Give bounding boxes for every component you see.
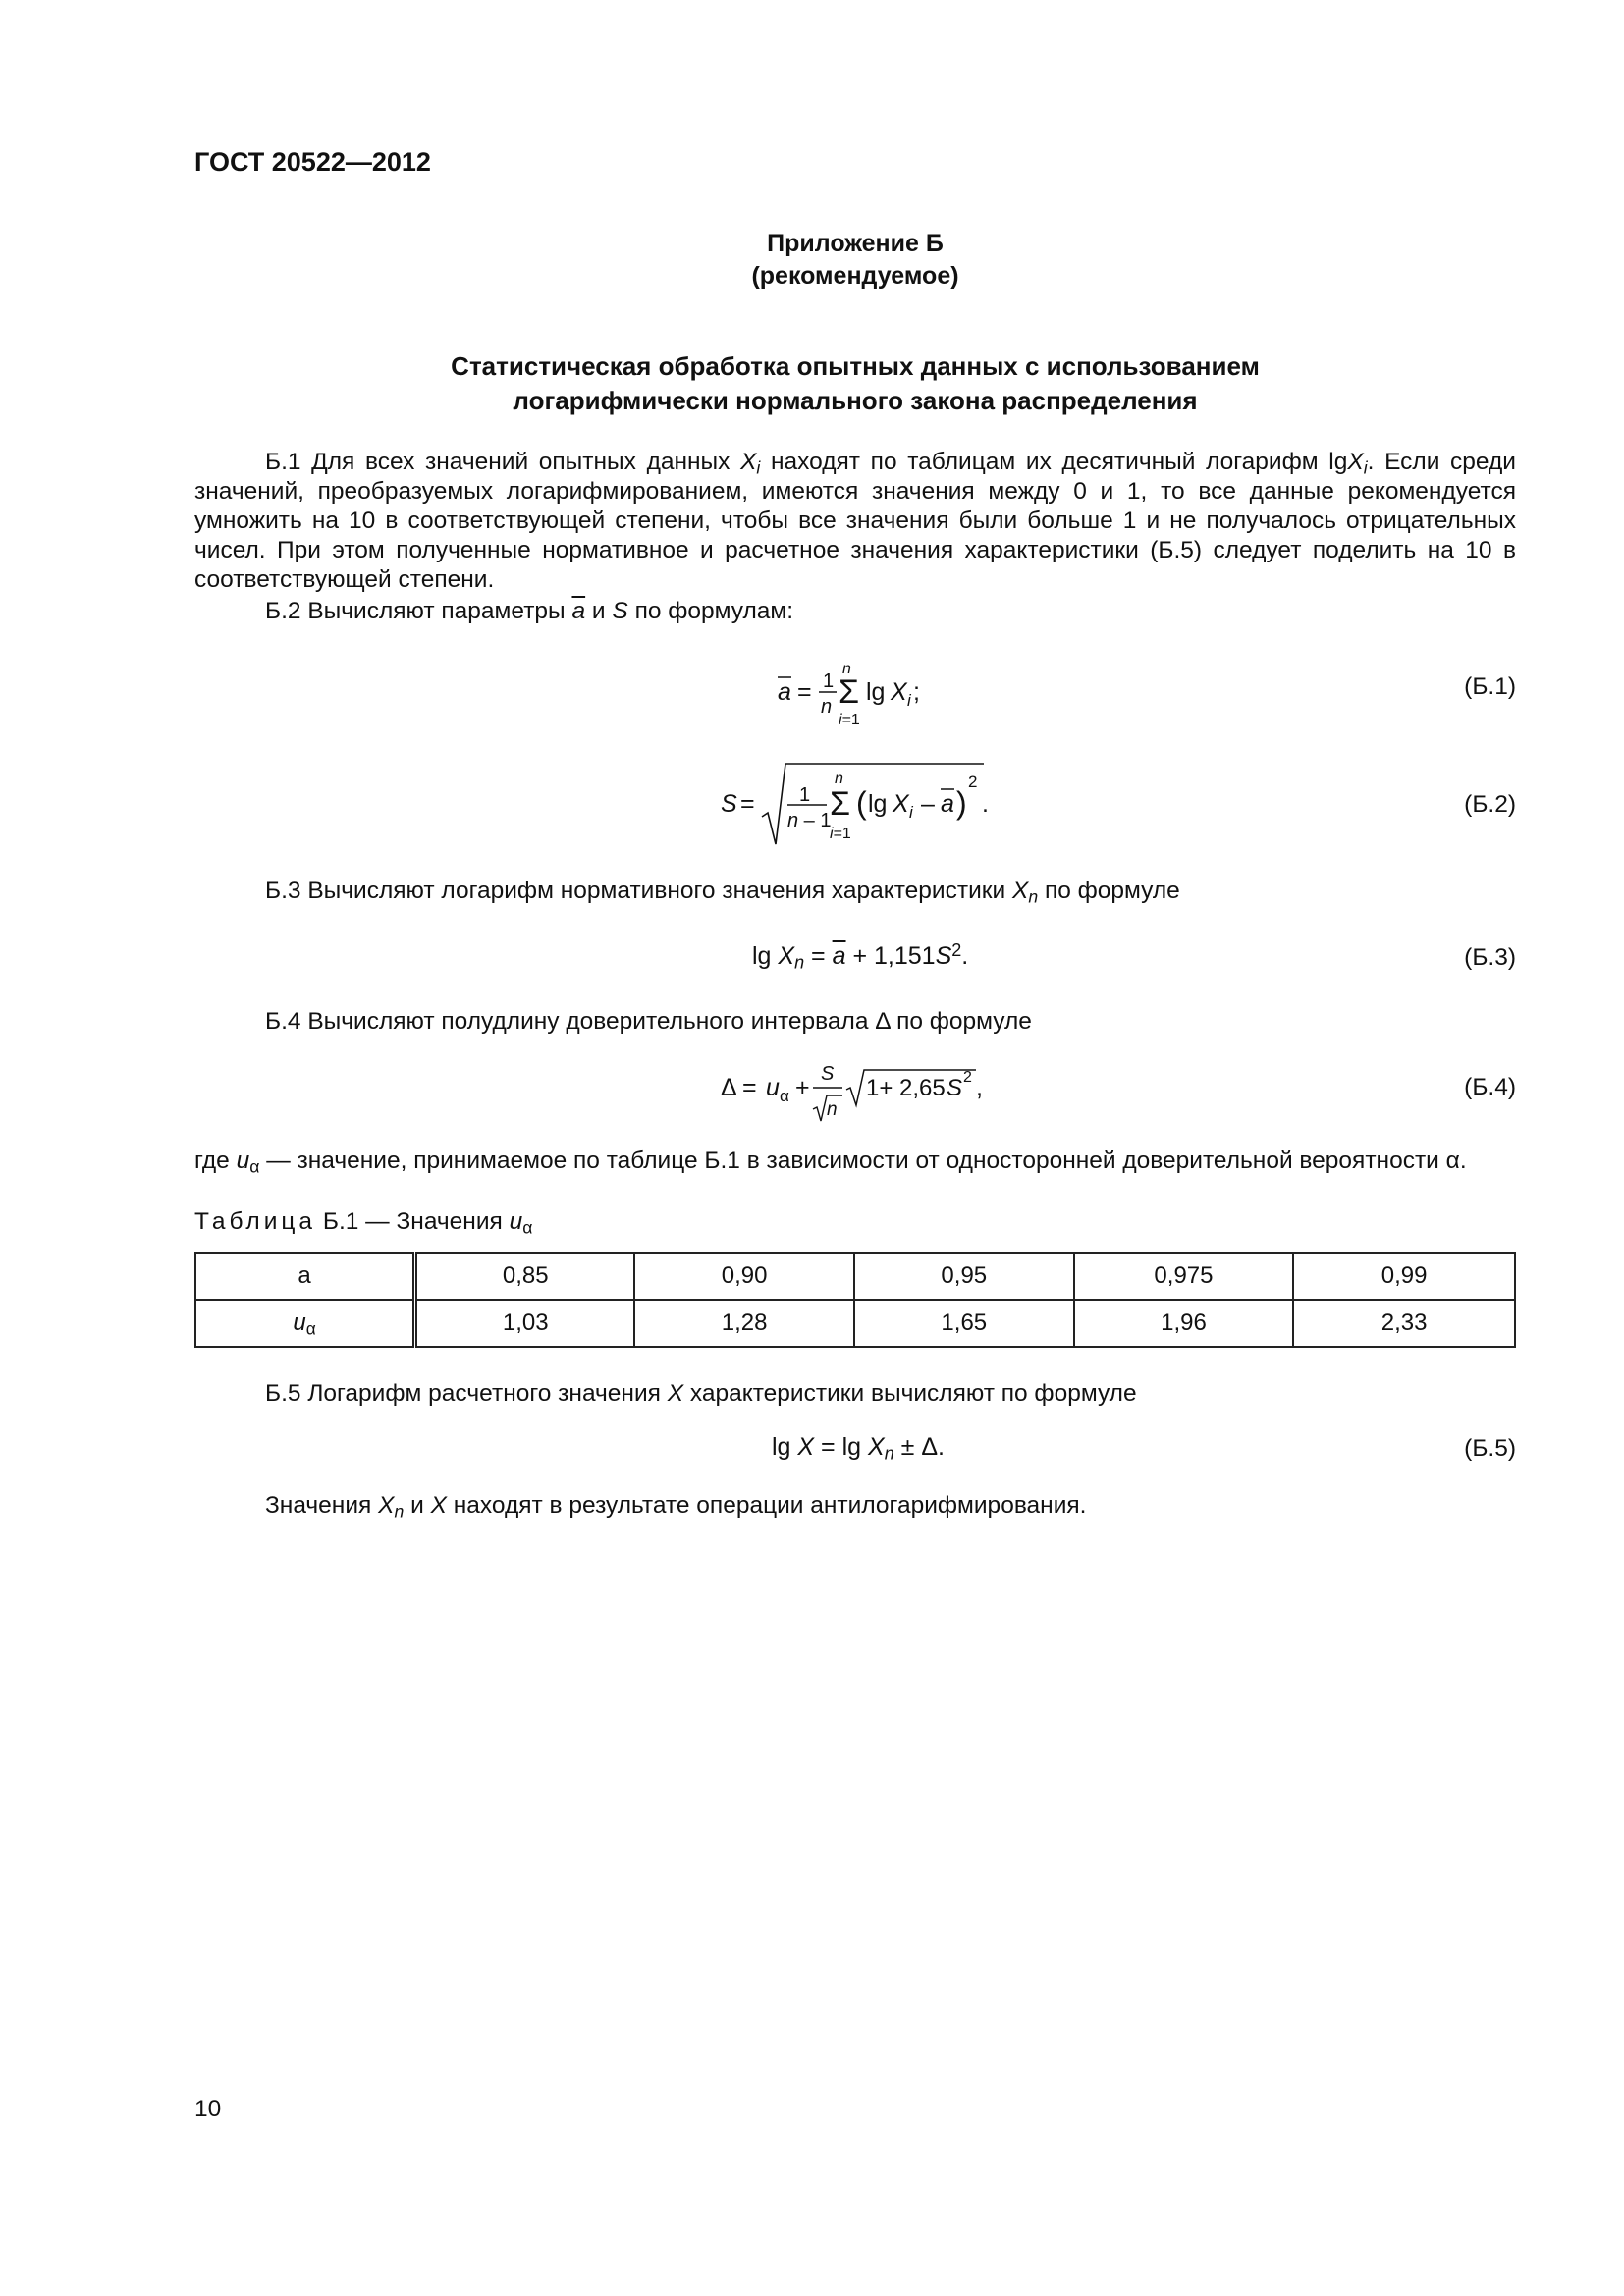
svg-text:Σ: Σ [839, 673, 860, 711]
table-cell: 0,85 [415, 1253, 635, 1300]
svg-text:n – 1: n – 1 [787, 810, 832, 831]
formula-b2-svg [719, 758, 1003, 852]
table-row-alpha [195, 1253, 1515, 1300]
svg-text:X: X [893, 790, 909, 818]
svg-text:2: 2 [963, 1069, 972, 1086]
svg-text:S: S [947, 1075, 963, 1101]
svg-text:α: α [780, 1087, 789, 1105]
final-text-2: и [404, 1492, 431, 1519]
svg-text:2: 2 [968, 773, 978, 791]
svg-text:1: 1 [799, 784, 811, 806]
b2-text-1: Б.2 Вычисляют параметры [265, 598, 572, 624]
table-row-u-alpha [195, 1300, 1515, 1347]
svg-text:n: n [842, 661, 851, 677]
svg-text:+: + [795, 1074, 810, 1101]
formula-b1-svg [776, 656, 952, 734]
table-b1 [194, 1252, 1516, 1348]
table-cell: 1,03 [415, 1300, 635, 1347]
appendix-label: Приложение Б [767, 230, 944, 257]
table-cell: 1,65 [854, 1300, 1074, 1347]
where-text-1: где [194, 1148, 237, 1174]
paragraph-b3 [265, 877, 1180, 906]
table-header-u-alpha: $u_\alpha$ [195, 1300, 415, 1347]
svg-text:a: a [778, 678, 791, 706]
paragraph-b4: Б.4 Вычисляют полудлину доверительного интервала Δ по формуле [265, 1008, 1032, 1035]
svg-text:=: = [740, 790, 755, 818]
svg-text:): ) [956, 785, 967, 821]
svg-text:u: u [766, 1074, 780, 1101]
var-u-alpha-caption: $u_\alpha$ [509, 1208, 533, 1238]
svg-text:X: X [891, 678, 907, 706]
var-u-alpha: $u_\alpha$ [236, 1148, 260, 1177]
table-header-alpha: а [195, 1253, 415, 1300]
svg-text:lg: lg [868, 790, 888, 818]
formula-b4-svg [719, 1052, 1003, 1127]
var-xi-2: $X_i$ [1347, 449, 1368, 478]
b3-text-1: Б.3 Вычисляют логарифм нормативного значения характеристики [265, 878, 1012, 904]
page-number: 10 [194, 2096, 222, 2122]
formula-b4 [719, 1052, 1003, 1134]
svg-text:S: S [821, 1063, 835, 1085]
svg-text:lg: lg [866, 678, 886, 706]
var-xn-final: $X_n$ [378, 1492, 405, 1522]
formula-b1 [776, 656, 952, 741]
formula-b5: $\lg X = \lg X_n \pm \Delta$. [772, 1433, 945, 1464]
final-text-3: находят в результате операции антилогарифмирования. [446, 1492, 1087, 1519]
svg-text:S: S [721, 790, 737, 818]
paragraph-b1 [194, 448, 1516, 595]
formula-b4-constant: 1+ 2,65 [866, 1075, 946, 1101]
section-heading [194, 349, 1516, 418]
formula-b3-constant: 1,151 [874, 942, 936, 970]
svg-text:i: i [909, 803, 913, 822]
svg-text:i=1: i=1 [839, 712, 860, 728]
var-a-bar: $\overline{a}$ [571, 598, 586, 624]
table-caption-label: Таблица [194, 1208, 317, 1235]
svg-text:a: a [941, 790, 954, 818]
equation-number-b2: (Б.2) [1464, 791, 1516, 818]
equation-number-b1: (Б.1) [1464, 673, 1516, 700]
table-cell: 0,99 [1293, 1253, 1515, 1300]
b3-text-2: по формуле [1038, 878, 1180, 904]
var-xn: $X_n$ [1011, 878, 1039, 907]
table-caption [194, 1207, 532, 1237]
svg-text:n: n [821, 696, 833, 718]
table-cell: 2,33 [1293, 1300, 1515, 1347]
table-caption-text: Б.1 — Значения [316, 1208, 510, 1235]
svg-text:1: 1 [823, 670, 835, 692]
svg-text:(: ( [856, 785, 867, 821]
table-cell: 0,95 [854, 1253, 1074, 1300]
svg-text:–: – [921, 790, 935, 818]
appendix-note: (рекомендуемое) [751, 262, 959, 290]
b1-text-2: находят по таблицам их десятичный логарифм lg [760, 449, 1348, 475]
equation-number-b3: (Б.3) [1464, 944, 1516, 971]
svg-text:=: = [742, 1074, 757, 1101]
svg-text:i: i [907, 691, 911, 710]
b1-text-1: Б.1 Для всех значений опытных данных [265, 449, 741, 475]
formula-b3: $\lg X_n = \overline{a} + 1,151S^2$. [752, 939, 969, 973]
equation-number-b5: (Б.5) [1464, 1435, 1516, 1462]
svg-text:,: , [976, 1074, 983, 1101]
document-code: ГОСТ 20522—2012 [194, 147, 431, 177]
where-text-2: — значение, принимаемое по таблице Б.1 в зависимости от односторонней доверительной вероятности α. [259, 1148, 1467, 1174]
formula-b2 [719, 758, 1003, 859]
heading-line-2: логарифмически нормального закона распределения [513, 386, 1198, 415]
b1-text-3: . Если среди значений, преобразуемых логарифмированием, имеются значения между 0 и 1, то все данные рекомендуется умножить на 10 в соответствующей степени, чтобы все значения были больше 1 и не получалось отрицательных чисел. При этом полученные нормативное и расчетное значения характеристики (Б.5) следует поделить на 10 в соответствующей степени. [194, 449, 1516, 593]
heading-line-1: Статистическая обработка опытных данных с использованием [451, 351, 1260, 381]
var-x-final: X [430, 1492, 447, 1519]
equation-number-b4: (Б.4) [1464, 1074, 1516, 1100]
svg-text:;: ; [913, 678, 920, 706]
var-xi: $X_i$ [740, 449, 761, 478]
svg-text:n: n [827, 1099, 838, 1120]
b5-text-2: характеристики вычисляют по формуле [683, 1380, 1137, 1407]
paragraph-b2 [265, 597, 793, 626]
svg-text:Σ: Σ [830, 785, 851, 823]
paragraph-final [265, 1491, 1086, 1521]
var-s: S [612, 598, 628, 624]
var-x: X [667, 1380, 684, 1407]
table-cell: 0,90 [634, 1253, 854, 1300]
final-text-1: Значения [265, 1492, 379, 1519]
svg-text:=: = [797, 678, 812, 706]
svg-text:Δ: Δ [721, 1074, 737, 1101]
paragraph-where [194, 1147, 1516, 1176]
b5-text-1: Б.5 Логарифм расчетного значения [265, 1380, 668, 1407]
svg-text:i=1: i=1 [830, 826, 851, 842]
table-cell: 1,96 [1074, 1300, 1294, 1347]
b2-text-3: по формулам: [627, 598, 794, 624]
b2-text-2: и [585, 598, 613, 624]
table-cell: 0,975 [1074, 1253, 1294, 1300]
paragraph-b5 [265, 1379, 1137, 1409]
svg-text:.: . [982, 790, 989, 818]
appendix-title [194, 228, 1516, 293]
table-cell: 1,28 [634, 1300, 854, 1347]
svg-text:n: n [835, 771, 843, 787]
